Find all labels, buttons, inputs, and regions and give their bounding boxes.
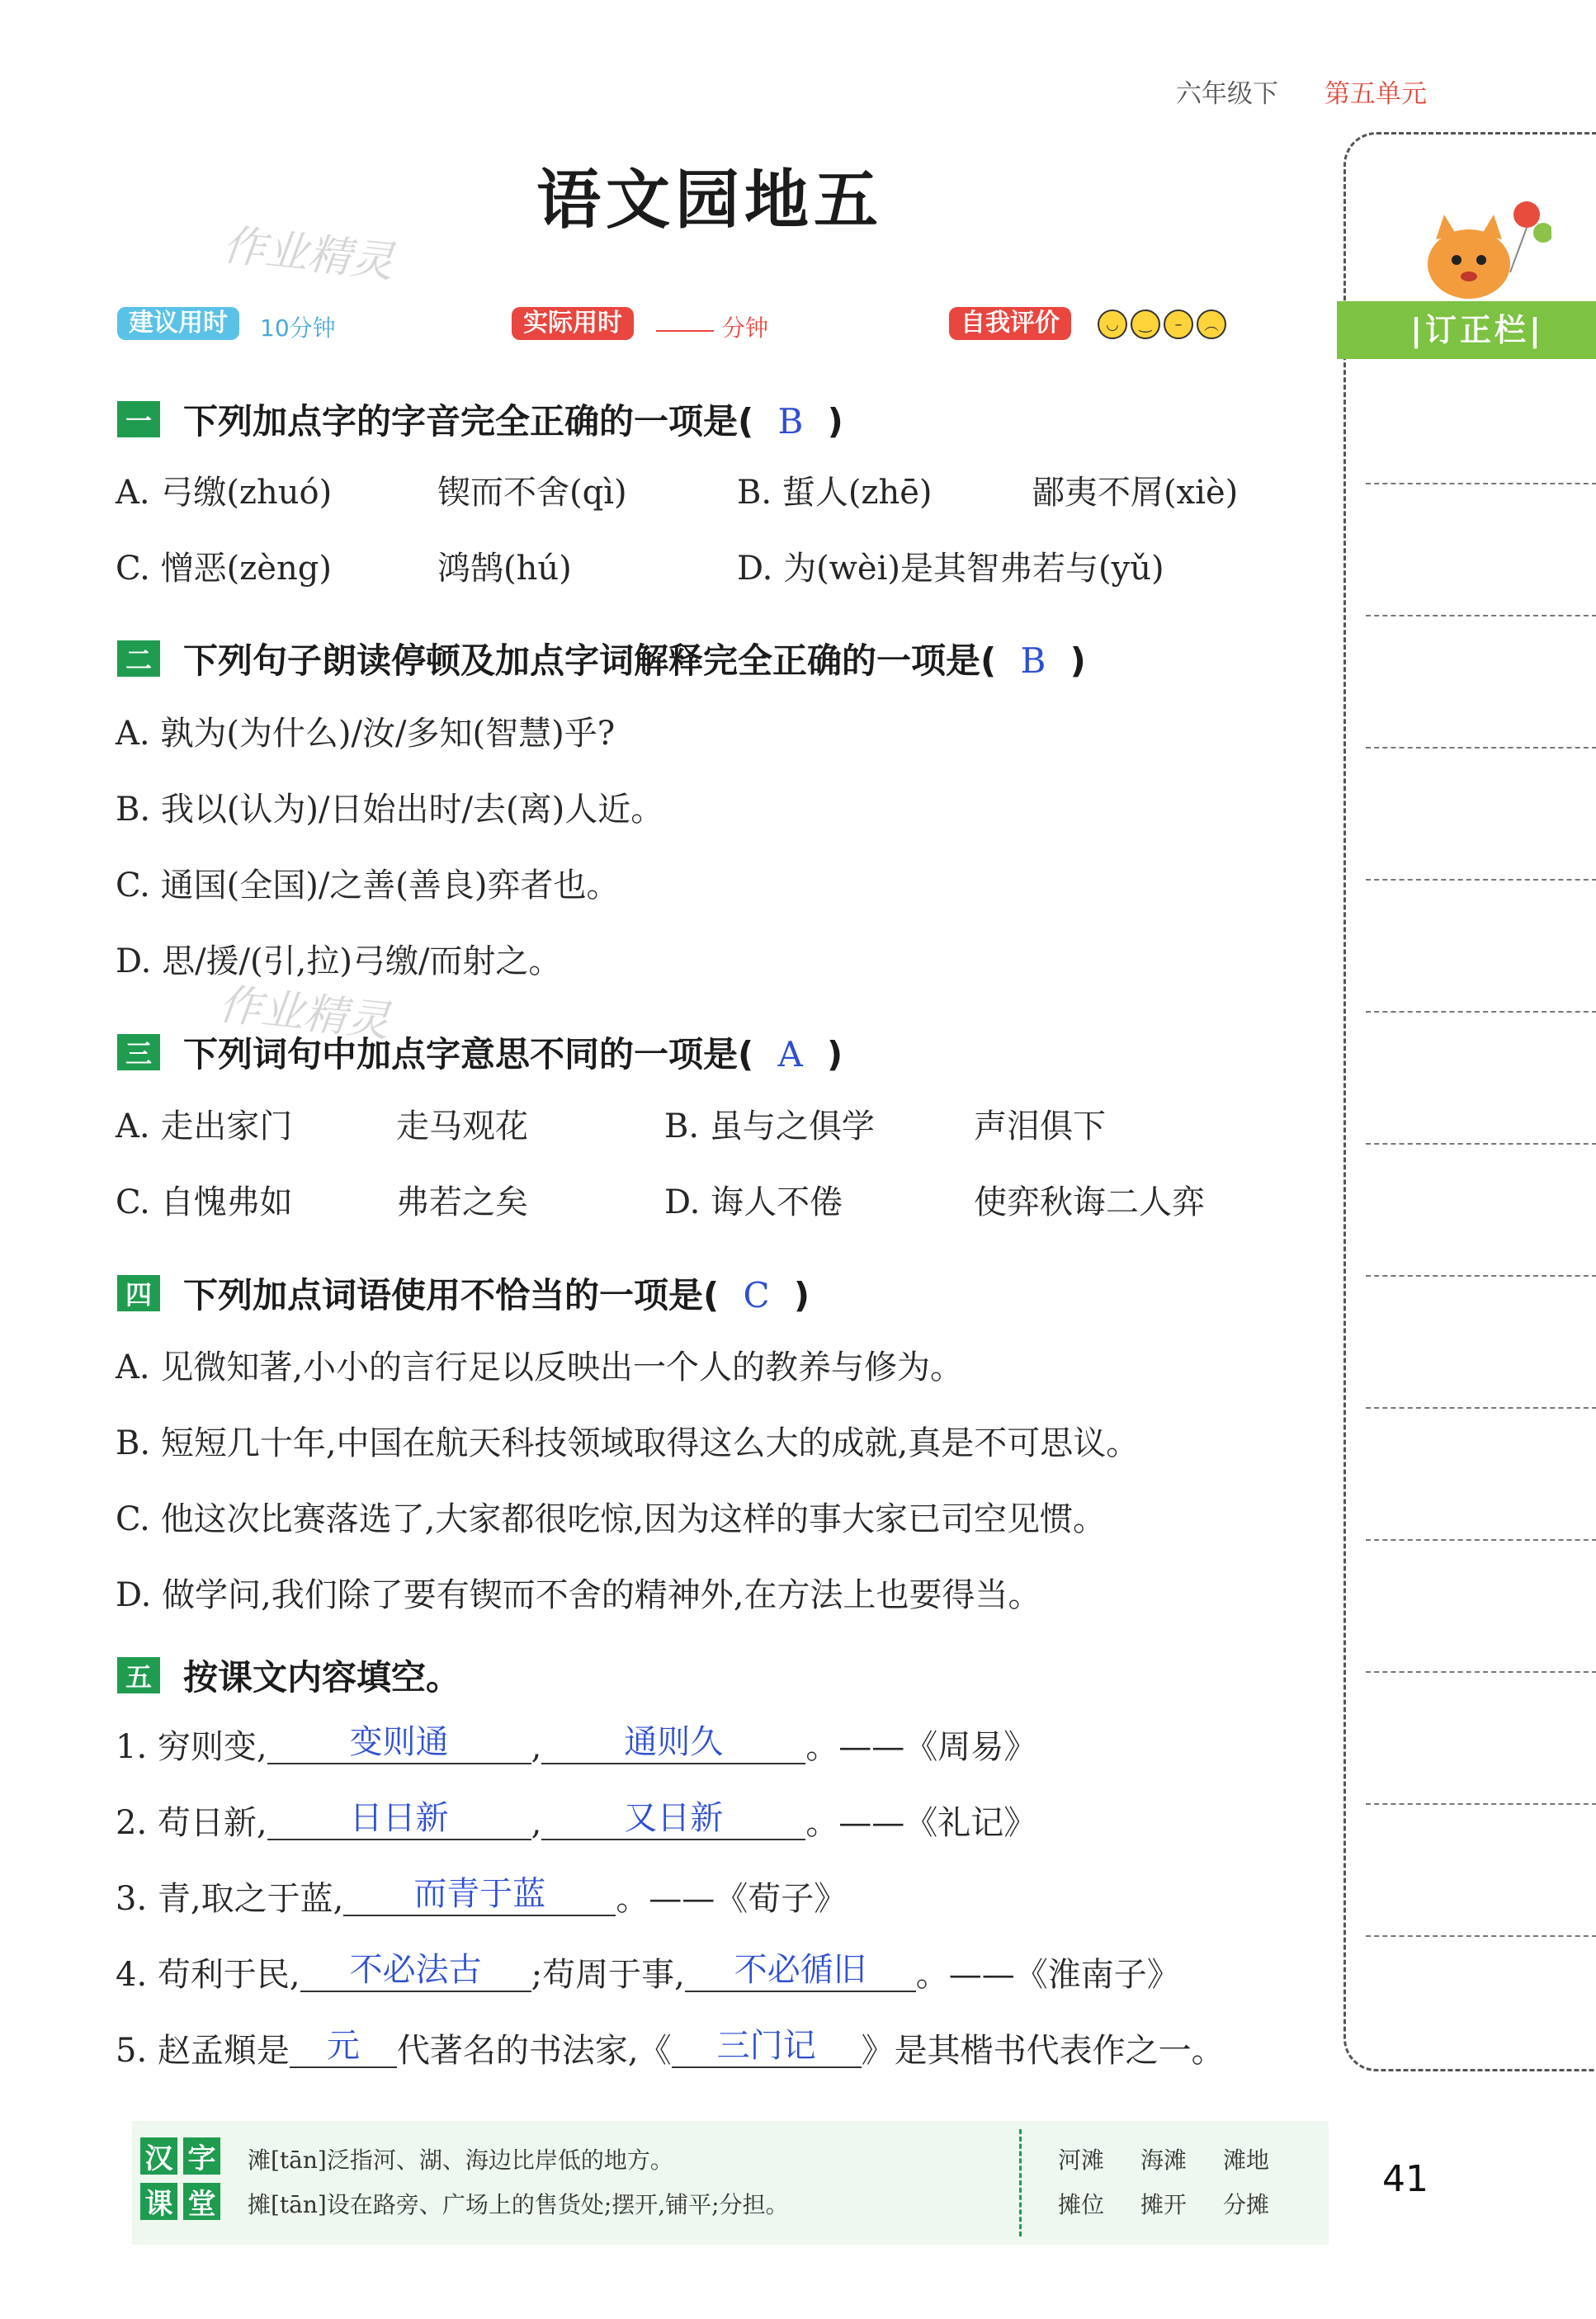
question-text: 5. 赵孟頫是 bbox=[116, 2032, 290, 2070]
source-text: 。——《礼记》 bbox=[805, 1804, 1037, 1842]
option-text: 锲而不舍(qì) bbox=[437, 474, 627, 512]
section-prompt: 按课文内容填空。 bbox=[183, 1657, 461, 1698]
option-text: 弗若之矣 bbox=[396, 1183, 528, 1221]
source-text: 。——《淮南子》 bbox=[915, 1956, 1180, 1994]
option-line: B. 我以(认为)/日始出时/去(离)人近。 bbox=[116, 791, 664, 829]
self-eval-faces[interactable] bbox=[1098, 309, 1226, 339]
option-line: C. 通国(全国)/之善(善良)弈者也。 bbox=[116, 867, 620, 904]
word-example: 滩地 bbox=[1223, 2147, 1270, 2174]
answer-mark: B bbox=[777, 401, 804, 442]
section-prompt bbox=[183, 634, 1086, 683]
answer-blank[interactable]: 通则久 bbox=[541, 1716, 805, 1764]
fill-question-4 bbox=[116, 1948, 1180, 1997]
prompt-close: ) bbox=[793, 1275, 810, 1315]
correction-line[interactable] bbox=[1366, 747, 1596, 749]
option-text: 鸿鹄(hú) bbox=[437, 550, 572, 588]
word-example: 分摊 bbox=[1223, 2191, 1270, 2218]
question-text: 4. 苟利于民, bbox=[116, 1956, 300, 1994]
fill-question-1 bbox=[116, 1721, 1036, 1769]
option-line: D. 思/援/(引,拉)弓缴/而射之。 bbox=[116, 942, 562, 980]
option-text: 鄙夷不屑(xiè) bbox=[1032, 474, 1239, 512]
section-3-heading bbox=[117, 1027, 843, 1077]
page-title: 语文园地五 bbox=[536, 163, 883, 238]
answer-mark: B bbox=[1020, 640, 1046, 681]
section-number: 五 bbox=[117, 1657, 160, 1693]
question-text: , bbox=[531, 1728, 542, 1766]
answer-blank[interactable]: 又日新 bbox=[541, 1792, 805, 1840]
fill-question-2 bbox=[116, 1797, 1036, 1845]
sad-face-icon[interactable]: ︵ bbox=[1197, 309, 1226, 339]
hanzi-classroom-box bbox=[132, 2121, 1329, 2245]
section-1-heading bbox=[117, 394, 843, 444]
happy-face-icon[interactable]: ◡ bbox=[1098, 309, 1127, 339]
word-example: 摊位 bbox=[1058, 2191, 1105, 2218]
prompt-text: 下列加点字的字音完全正确的一项是( bbox=[183, 401, 754, 442]
watermark: 作业精灵 bbox=[220, 220, 397, 288]
actual-time-label: 实际用时 bbox=[512, 307, 634, 340]
question-text: ;苟周于事, bbox=[531, 1956, 685, 1994]
word-example: 河滩 bbox=[1058, 2147, 1105, 2174]
correction-line[interactable] bbox=[1366, 879, 1596, 881]
answer-mark: C bbox=[743, 1275, 770, 1315]
answer-blank[interactable]: 不必法古 bbox=[300, 1944, 531, 1992]
option-line: A. 孰为(为什么)/汝/多知(智慧)乎? bbox=[116, 715, 616, 753]
prompt-text: 下列词句中加点字意思不同的一项是( bbox=[183, 1034, 754, 1074]
section-prompt bbox=[183, 1268, 810, 1318]
grade-label: 六年级下 bbox=[1176, 79, 1278, 109]
correction-line[interactable] bbox=[1366, 483, 1596, 484]
fill-question-3 bbox=[116, 1873, 847, 1921]
correction-column bbox=[1343, 132, 1596, 2071]
prompt-close: ) bbox=[827, 401, 843, 442]
word-example: 摊开 bbox=[1140, 2191, 1188, 2218]
section-5-heading bbox=[117, 1651, 460, 1700]
neutral-face-icon[interactable]: – bbox=[1164, 309, 1193, 339]
page-number: 41 bbox=[1382, 2158, 1428, 2200]
correction-line[interactable] bbox=[1366, 1803, 1596, 1805]
question-text: 3. 青,取之于蓝, bbox=[116, 1880, 344, 1918]
prompt-close: ) bbox=[827, 1034, 843, 1074]
section-prompt bbox=[183, 1027, 843, 1077]
fill-question-5 bbox=[116, 2024, 1225, 2073]
unit-label: 第五单元 bbox=[1324, 79, 1427, 109]
correction-line[interactable] bbox=[1366, 1539, 1596, 1541]
correction-tab: |订正栏| bbox=[1337, 301, 1596, 359]
smile-face-icon[interactable]: ‿ bbox=[1131, 309, 1160, 339]
option-text: D. 为(wèi)是其智弗若与(yǔ) bbox=[737, 550, 1164, 588]
actual-time-input[interactable] bbox=[656, 330, 714, 332]
section-2-heading bbox=[117, 634, 1086, 683]
question-text: 代著名的书法家,《 bbox=[396, 2032, 672, 2070]
prompt-text: 下列加点词语使用不恰当的一项是( bbox=[183, 1275, 720, 1315]
option-line: D. 做学问,我们除了要有锲而不舍的精神外,在方法上也要得当。 bbox=[116, 1576, 1041, 1614]
question-text: 1. 穷则变, bbox=[116, 1728, 267, 1766]
footer-divider bbox=[1019, 2129, 1022, 2236]
self-eval-label: 自我评价 bbox=[949, 307, 1071, 340]
section-number: 三 bbox=[117, 1034, 160, 1070]
watermark: 作业精灵 bbox=[215, 980, 393, 1047]
correction-line[interactable] bbox=[1366, 1407, 1596, 1409]
source-text: 。——《荀子》 bbox=[616, 1880, 848, 1918]
option-text: A. 弓缴(zhuó) bbox=[116, 474, 333, 512]
suggest-time-label: 建议用时 bbox=[117, 307, 239, 340]
correction-line[interactable] bbox=[1366, 1143, 1596, 1145]
hanzi-tag: 课 bbox=[140, 2183, 177, 2220]
prompt-text: 下列句子朗读停顿及加点字词解释完全正确的一项是( bbox=[183, 640, 997, 681]
option-line: A. 见微知著,小小的言行足以反映出一个人的教养与修为。 bbox=[116, 1348, 964, 1386]
answer-blank[interactable]: 日日新 bbox=[267, 1792, 531, 1840]
question-text: , bbox=[531, 1804, 542, 1842]
cat-mascot-icon bbox=[1403, 198, 1551, 305]
section-4-heading bbox=[117, 1268, 810, 1318]
answer-blank[interactable]: 而青于蓝 bbox=[343, 1868, 616, 1916]
option-text: 使弈秋诲二人弈 bbox=[974, 1183, 1205, 1221]
hanzi-tag: 字 bbox=[183, 2137, 220, 2175]
correction-line[interactable] bbox=[1366, 1275, 1596, 1277]
option-text: B. 虽与之俱学 bbox=[664, 1108, 875, 1145]
option-line: B. 短短几十年,中国在航天科技领域取得这么大的成就,真是不可思议。 bbox=[116, 1424, 1140, 1462]
answer-blank[interactable]: 三门记 bbox=[672, 2019, 862, 2068]
answer-blank[interactable]: 元 bbox=[290, 2019, 397, 2068]
hanzi-explanation: 摊[tān]设在路旁、广场上的售货处;摆开,铺平;分担。 bbox=[248, 2191, 789, 2218]
section-number: 二 bbox=[117, 640, 160, 677]
answer-mark: A bbox=[777, 1034, 803, 1074]
question-text: 》是其楷书代表作之一。 bbox=[861, 2032, 1225, 2070]
prompt-close: ) bbox=[1070, 640, 1086, 681]
option-text: 走马观花 bbox=[396, 1108, 528, 1145]
source-text: 。——《周易》 bbox=[805, 1728, 1037, 1766]
correction-line[interactable] bbox=[1366, 1671, 1596, 1673]
correction-line[interactable] bbox=[1366, 615, 1596, 616]
section-number: 一 bbox=[117, 401, 160, 437]
option-text: B. 蜇人(zhē) bbox=[737, 474, 933, 512]
option-text: A. 走出家门 bbox=[116, 1108, 293, 1145]
hanzi-tag: 堂 bbox=[183, 2183, 220, 2220]
option-text: 声泪俱下 bbox=[974, 1108, 1106, 1145]
correction-line[interactable] bbox=[1366, 1011, 1596, 1013]
hanzi-tag: 汉 bbox=[140, 2137, 177, 2175]
section-number: 四 bbox=[117, 1275, 160, 1311]
hanzi-explanation: 滩[tān]泛指河、湖、海边比岸低的地方。 bbox=[248, 2147, 673, 2174]
answer-blank[interactable]: 不必循旧 bbox=[685, 1944, 916, 1992]
option-text: D. 诲人不倦 bbox=[664, 1183, 843, 1221]
option-text: C. 自愧弗如 bbox=[116, 1183, 293, 1221]
answer-blank[interactable]: 变则通 bbox=[267, 1716, 531, 1764]
option-line: C. 他这次比赛落选了,大家都很吃惊,因为这样的事大家已司空见惯。 bbox=[116, 1500, 1107, 1538]
correction-line[interactable] bbox=[1366, 1935, 1596, 1937]
option-text: C. 憎恶(zèng) bbox=[116, 550, 332, 588]
question-text: 2. 苟日新, bbox=[116, 1804, 267, 1842]
word-example: 海滩 bbox=[1140, 2147, 1188, 2174]
actual-time-unit: 分钟 bbox=[722, 314, 769, 342]
suggest-time-value: 10分钟 bbox=[260, 314, 336, 342]
section-prompt bbox=[183, 394, 843, 444]
